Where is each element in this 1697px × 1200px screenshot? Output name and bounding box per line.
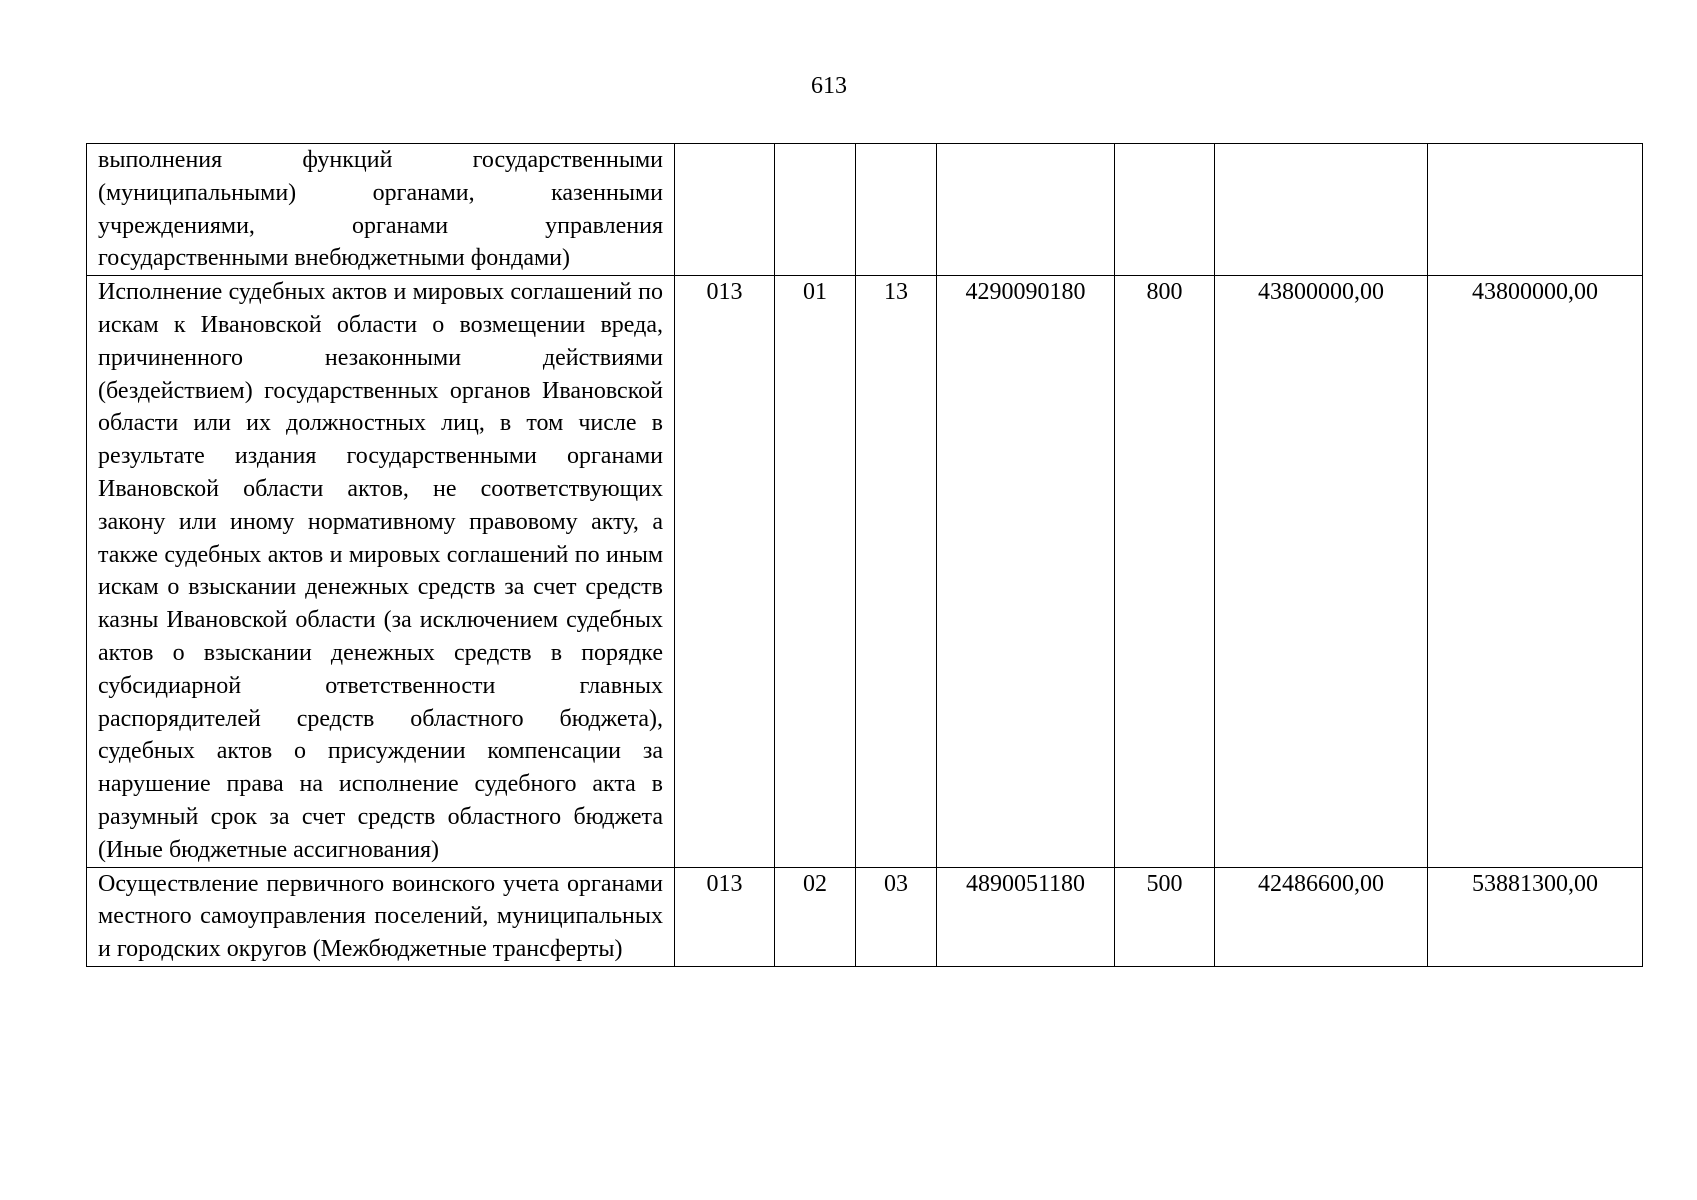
subsection-code: 13 bbox=[856, 276, 937, 867]
page-number: 613 bbox=[811, 73, 847, 99]
row-description: Исполнение судебных актов и мировых соглашений по искам к Ивановской области о возмещении вреда, причиненного незаконными действиями (бездействием) государственных органов Ивановской области или их должностных лиц, в том числе в результате издания государственными органами Ивановской области актов, не соответствующих закону или иному нормативному правовому акту, а также судебных актов и мировых соглашений по иным искам о взыскании денежных средств за счет средств казны Ивановской области (за исключением судебных актов о взыскании денежных средств в порядке субсидиарной ответственности главных распорядителей средств областного бюджета), судебных актов о присуждении компенсации за нарушение права на исполнение судебного акта в разумный срок за счет средств областного бюджета (Иные бюджетные ассигнования) bbox=[87, 276, 675, 867]
amount-second-year: 43800000,00 bbox=[1428, 276, 1643, 867]
amount-second-year bbox=[1428, 144, 1643, 276]
ministry-code: 013 bbox=[675, 276, 775, 867]
ministry-code bbox=[675, 144, 775, 276]
amount-first-year: 43800000,00 bbox=[1215, 276, 1428, 867]
ministry-code: 013 bbox=[675, 867, 775, 966]
row-description: выполнения функций государственными (муниципальными) органами, казенными учреждениями, органами управления государственными внебюджетными фондами) bbox=[87, 144, 675, 276]
section-code: 01 bbox=[775, 276, 856, 867]
table-row bbox=[87, 276, 1643, 867]
amount-first-year bbox=[1215, 144, 1428, 276]
expense-type-code: 500 bbox=[1115, 867, 1215, 966]
subsection-code: 03 bbox=[856, 867, 937, 966]
section-code bbox=[775, 144, 856, 276]
budget-table bbox=[86, 143, 1643, 967]
amount-first-year: 42486600,00 bbox=[1215, 867, 1428, 966]
target-article-code bbox=[937, 144, 1115, 276]
table-row bbox=[87, 144, 1643, 276]
section-code: 02 bbox=[775, 867, 856, 966]
row-description: Осуществление первичного воинского учета органами местного самоуправления поселений, муниципальных и городских округов (Межбюджетные трансферты) bbox=[87, 867, 675, 966]
target-article-code: 4290090180 bbox=[937, 276, 1115, 867]
expense-type-code bbox=[1115, 144, 1215, 276]
expense-type-code: 800 bbox=[1115, 276, 1215, 867]
subsection-code bbox=[856, 144, 937, 276]
amount-second-year: 53881300,00 bbox=[1428, 867, 1643, 966]
table-row bbox=[87, 867, 1643, 966]
target-article-code: 4890051180 bbox=[937, 867, 1115, 966]
